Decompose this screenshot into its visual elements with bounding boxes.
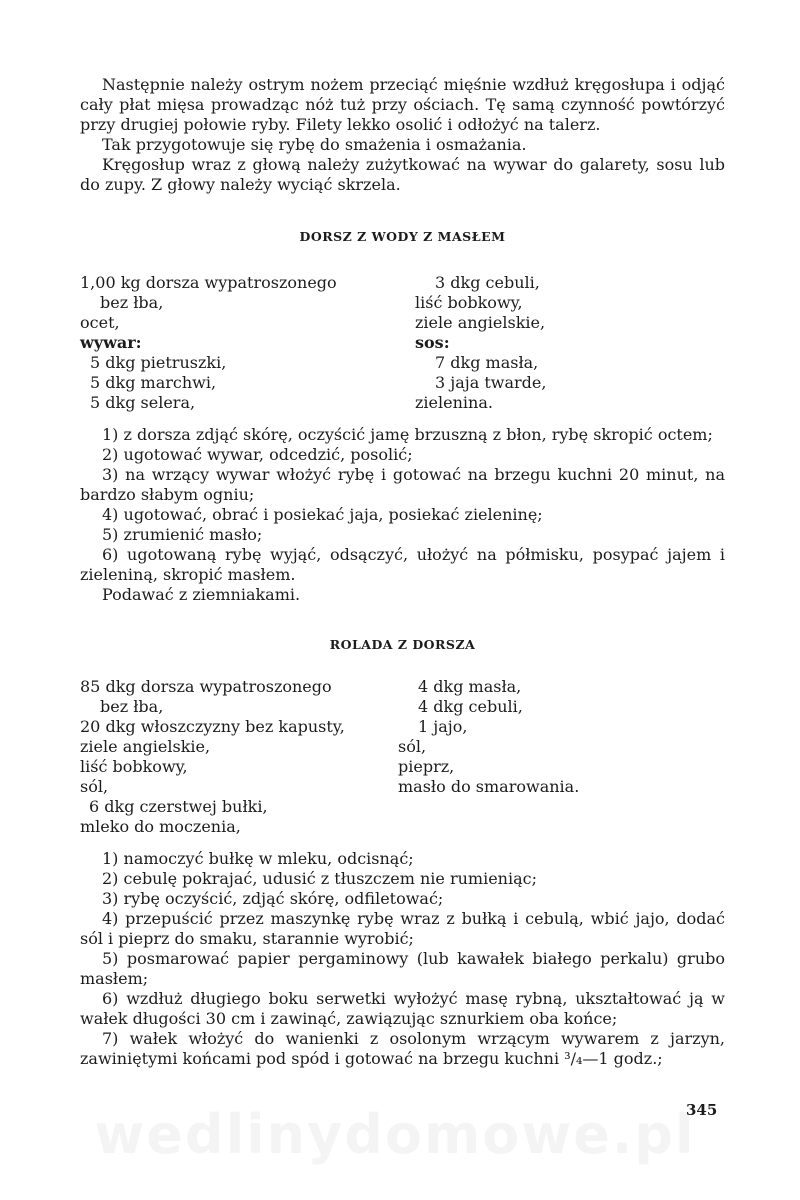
- ingredient: liść bobkowy,: [415, 293, 523, 312]
- step: 2) ugotować wywar, odcedzić, posolić;: [102, 445, 413, 464]
- ingredient: sól,: [398, 737, 427, 756]
- ingredients-left-column: [80, 273, 337, 413]
- intro-paragraph: Następnie należy ostrym nożem przeciąć mięśnie wzdłuż kręgosłupa i odjąć cały płat mięsa prowadząc nóż tuż przy ościach. Tę samą czynność powtórzyć przy drugiej połowie ryby. Filety lekko osolić i odłożyć na talerz.: [80, 75, 725, 134]
- ingredient: 3 jaja twarde,: [435, 373, 547, 392]
- ingredients-left-column: [80, 677, 345, 837]
- intro-paragraph: Kręgosłup wraz z głową należy zużytkować na wywar do galarety, sosu lub do zupy. Z głowy należy wyciąć skrzela.: [80, 155, 725, 194]
- ingredient: 3 dkg cebuli,: [435, 273, 540, 292]
- page-content: [80, 75, 725, 1069]
- page-number: 345: [686, 1101, 718, 1119]
- serving-note: Podawać z ziemniakami.: [102, 585, 301, 604]
- ingredients-right-column: [398, 677, 579, 797]
- ingredients-list: [80, 273, 725, 413]
- ingredient: masło do smarowania.: [398, 777, 580, 796]
- ingredient: 1 jajo,: [418, 717, 468, 736]
- recipe-title: ROLADA Z DORSZA: [329, 637, 476, 652]
- ingredient: bez łba,: [100, 293, 164, 312]
- ingredient: ziele angielskie,: [415, 313, 546, 332]
- ingredient: liść bobkowy,: [80, 757, 188, 776]
- ingredient: ziele angielskie,: [80, 737, 211, 756]
- step: 6) ugotowaną rybę wyjąć, odsączyć, ułożyć na półmisku, posypać jajem i zieleniną, skropić masłem.: [80, 545, 725, 584]
- step: 5) posmarować papier pergaminowy (lub kawałek białego perkalu) grubo masłem;: [80, 949, 725, 988]
- intro-paragraph: Tak przygotowuje się rybę do smażenia i osmażania.: [102, 135, 527, 154]
- ingredient: 5 dkg marchwi,: [90, 373, 217, 392]
- ingredient: 5 dkg selera,: [90, 393, 196, 412]
- ingredient: ocet,: [80, 313, 120, 332]
- ingredient: 85 dkg dorsza wypatroszonego: [80, 677, 332, 696]
- ingredient-group-label: wywar:: [80, 333, 142, 352]
- ingredient: bez łba,: [100, 697, 164, 716]
- ingredient: mleko do moczenia,: [80, 817, 241, 836]
- step: 1) namoczyć bułkę w mleku, odcisnąć;: [102, 849, 414, 868]
- ingredient: 20 dkg włoszczyzny bez kapusty,: [80, 717, 345, 736]
- ingredient-group-label: sos:: [415, 333, 450, 352]
- step: 6) wzdłuż długiego boku serwetki wyłożyć masę rybną, ukształtować ją w wałek długości 30 cm i zawinąć, zawiązując sznurkiem oba końce;: [80, 989, 725, 1028]
- step: 5) zrumienić masło;: [102, 525, 263, 544]
- ingredient: 1,00 kg dorsza wypatroszonego: [80, 273, 337, 292]
- step: 3) na wrzący wywar włożyć rybę i gotować na brzegu kuchni 20 minut, na bardzo słabym ogniu;: [80, 465, 725, 504]
- ingredient: pieprz,: [398, 757, 455, 776]
- ingredient: zielenina.: [415, 393, 493, 412]
- ingredient: 4 dkg cebuli,: [418, 697, 523, 716]
- step: 4) przepuścić przez maszynkę rybę wraz z bułką i cebulą, wbić jajo, dodać sól i pieprz do smaku, starannie wyrobić;: [80, 909, 725, 948]
- recipe-title: DORSZ Z WODY Z MASŁEM: [299, 229, 506, 244]
- watermark: [85, 1103, 705, 1166]
- ingredient: 6 dkg czerstwej bułki,: [89, 797, 268, 816]
- ingredient: sól,: [80, 777, 109, 796]
- ingredients-list: [80, 677, 725, 837]
- ingredient: 5 dkg pietruszki,: [90, 353, 227, 372]
- ingredients-right-column: [415, 273, 546, 413]
- step: 4) ugotować, obrać i posiekać jaja, posiekać zieleninę;: [102, 505, 543, 524]
- ingredient: 7 dkg masła,: [435, 353, 539, 372]
- step: 7) wałek włożyć do wanienki z osolonym wrzącym wywarem z jarzyn, zawiniętymi końcami pod spód i gotować na brzegu kuchni ³/₄—1 godz.;: [80, 1029, 725, 1068]
- step: 2) cebulę pokrajać, udusić z tłuszczem nie rumieniąc;: [102, 869, 537, 888]
- step: 1) z dorsza zdjąć skórę, oczyścić jamę brzuszną z błon, rybę skropić octem;: [102, 425, 713, 444]
- ingredient: 4 dkg masła,: [418, 677, 522, 696]
- step: 3) rybę oczyścić, zdjąć skórę, odfiletować;: [102, 889, 444, 908]
